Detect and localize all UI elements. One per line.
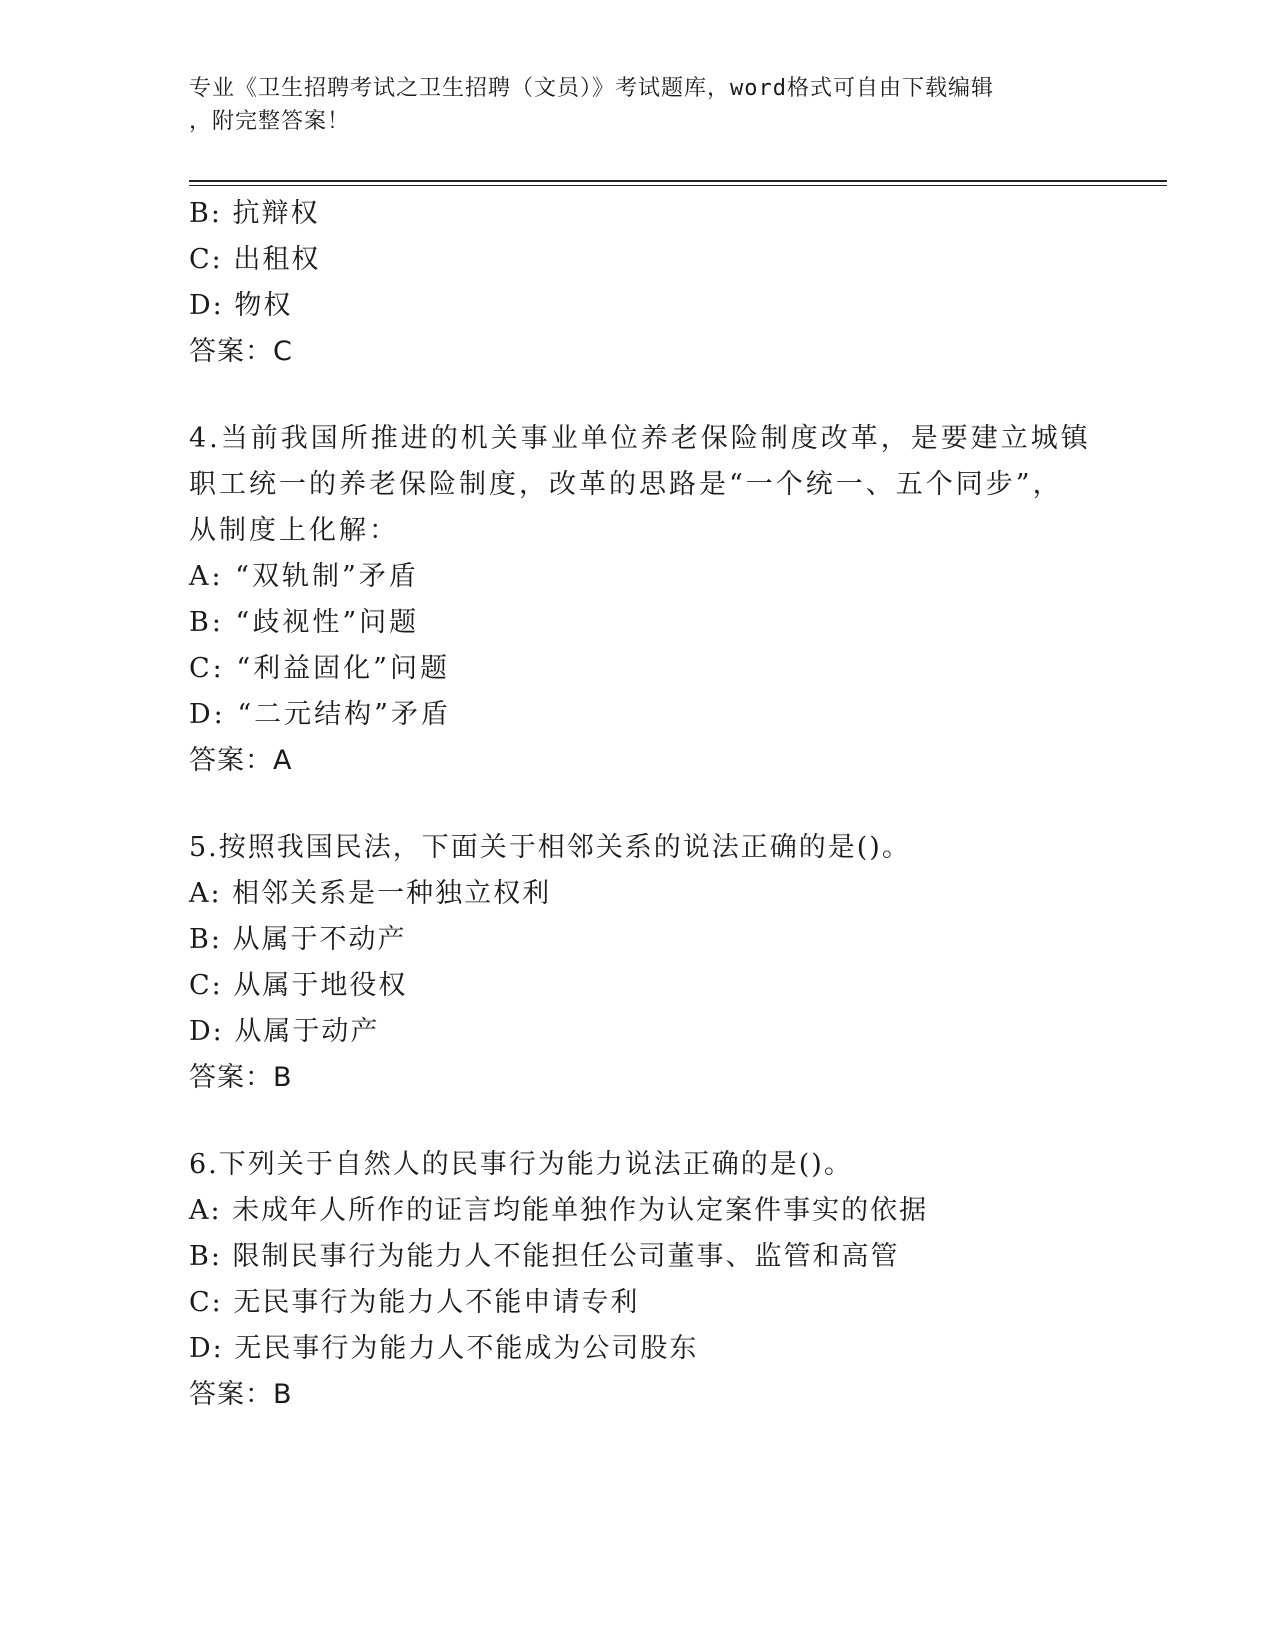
question-4 bbox=[189, 416, 1089, 784]
option-c: C: “利益固化”问题 bbox=[189, 653, 450, 684]
question-5 bbox=[189, 825, 1089, 1101]
spacer bbox=[189, 784, 1089, 825]
spacer bbox=[189, 1101, 1089, 1142]
option-d: D: 物权 bbox=[189, 290, 293, 321]
option-b: B: “歧视性”问题 bbox=[189, 607, 420, 638]
question-stem: 5.按照我国民法，下面关于相邻关系的说法正确的是()。 bbox=[189, 832, 911, 863]
option-a: A: 相邻关系是一种独立权利 bbox=[189, 878, 552, 909]
spacer bbox=[189, 375, 1089, 416]
option-b: B: 限制民事行为能力人不能担任公司董事、监管和高管 bbox=[189, 1241, 900, 1272]
header-divider bbox=[189, 180, 1167, 182]
header-title-line: 专业《卫生招聘考试之卫生招聘（文员）》考试题库，word格式可自由下载编辑 bbox=[189, 76, 994, 101]
answer-line: 答案：B bbox=[189, 1379, 293, 1410]
option-d: D: 从属于动产 bbox=[189, 1016, 380, 1047]
option-a: A: “双轨制”矛盾 bbox=[189, 561, 419, 592]
question-stem: 职工统一的养老保险制度，改革的思路是“一个统一、五个同步”， bbox=[189, 469, 1063, 500]
question-6 bbox=[189, 1142, 1089, 1418]
option-b: B: 从属于不动产 bbox=[189, 924, 407, 955]
question-list bbox=[189, 191, 1089, 1418]
option-d: D: 无民事行为能力人不能成为公司股东 bbox=[189, 1333, 699, 1364]
question-stem: 从制度上化解： bbox=[189, 515, 399, 546]
header-divider-thin bbox=[189, 185, 1167, 186]
option-d: D: “二元结构”矛盾 bbox=[189, 699, 451, 730]
option-a: A: 未成年人所作的证言均能单独作为认定案件事实的依据 bbox=[189, 1195, 929, 1226]
option-c: C: 无民事行为能力人不能申请专利 bbox=[189, 1287, 640, 1318]
answer-line: 答案：B bbox=[189, 1062, 293, 1093]
answer-line: 答案：C bbox=[189, 336, 293, 367]
option-c: C: 从属于地役权 bbox=[189, 970, 408, 1001]
option-c: C: 出租权 bbox=[189, 244, 321, 275]
option-b: B: 抗辩权 bbox=[189, 198, 320, 229]
question-stem: 6.下列关于自然人的民事行为能力说法正确的是()。 bbox=[189, 1149, 853, 1180]
question-3-continued bbox=[189, 191, 1089, 375]
answer-line: 答案：A bbox=[189, 745, 293, 776]
question-stem: 4.当前我国所推进的机关事业单位养老保险制度改革，是要建立城镇 bbox=[189, 423, 1091, 454]
header-title-continuation: ，附完整答案！ bbox=[189, 109, 351, 134]
document-header bbox=[189, 72, 1069, 138]
